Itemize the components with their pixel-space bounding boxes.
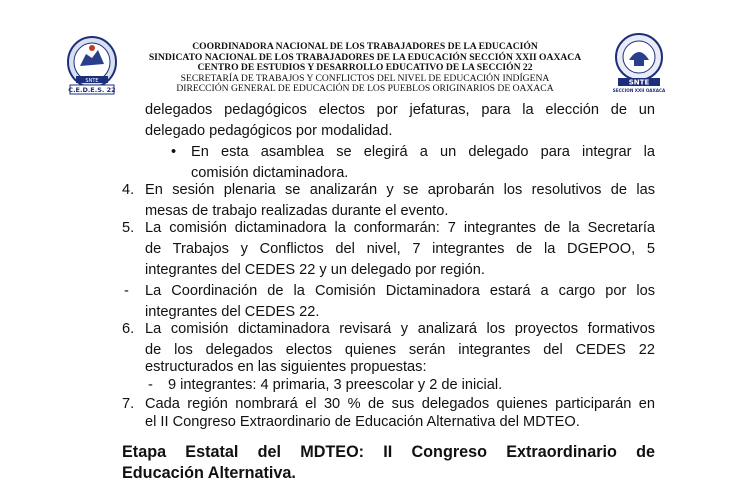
list-item-line: el II Congreso Extraordinario de Educación Alternativa del MDTEO.	[145, 414, 580, 430]
list-number: 6.	[122, 321, 135, 337]
section-heading: Etapa Estatal del MDTEO: II Congreso Extraordinario de	[122, 443, 655, 461]
list-number: 4.	[122, 182, 135, 198]
header-line-4: SECRETARÍA DE TRABAJOS Y CONFLICTOS DEL NIVEL DE EDUCACIÓN INDÍGENA	[180, 72, 550, 84]
logo-right-sub-text: SECCION XXII OAXACA	[612, 88, 666, 93]
list-item-line: En sesión plenaria se analizarán y se aprobarán los resolutivos de las	[145, 182, 655, 198]
list-number: 7.	[122, 396, 135, 412]
bullet-icon: •	[171, 144, 177, 160]
paragraph-line: delegado pedagógicos por modalidad.	[145, 123, 393, 139]
logo-right-text: SNTE	[628, 78, 650, 87]
list-item-line: La comisión dictaminadora revisará y analizará los proyectos formativos	[145, 321, 655, 337]
list-item-line: de los delegados electos quienes serán integrantes del CEDES 22	[145, 342, 655, 358]
header-institution-lines	[130, 42, 600, 95]
document-header	[0, 0, 741, 100]
cedes-logo-icon	[66, 36, 118, 96]
dash-item-line: integrantes del CEDES 22.	[145, 304, 320, 320]
paragraph-line: delegados pedagógicos electos por jefaturas, para la elección de un	[145, 102, 655, 118]
dash-marker: -	[124, 283, 129, 299]
bullet-line: En esta asamblea se elegirá a un delegado para integrar la	[191, 144, 655, 160]
list-item-line: de Trabajos y Conflictos del nivel, 7 integrantes de la DGEPOO, 5	[145, 241, 655, 257]
header-line-5: DIRECCIÓN GENERAL DE EDUCACIÓN DE LOS PUEBLOS ORIGINARIOS DE OAXACA	[176, 83, 554, 95]
header-line-3: CENTRO DE ESTUDIOS Y DESARROLLO EDUCATIVO DE LA SECCIÓN 22	[197, 62, 533, 74]
bullet-line: comisión dictaminadora.	[191, 165, 349, 181]
list-item-line: estructurados en las siguientes propuestas:	[145, 359, 427, 375]
list-item-line: mesas de trabajo realizadas durante el evento.	[145, 203, 449, 219]
list-item-line: integrantes del CEDES 22 y un delegado por región.	[145, 262, 485, 278]
snte-logo-icon	[610, 32, 668, 94]
header-line-2: SINDICATO NACIONAL DE LOS TRABAJADORES DE LA EDUCACIÓN SECCIÓN XXII OAXACA	[148, 51, 582, 63]
dash-marker: -	[148, 377, 153, 393]
list-item-line: La comisión dictaminadora la conformarán: 7 integrantes de la Secretaría	[145, 220, 655, 236]
dash-item-line: 9 integrantes: 4 primaria, 3 preescolar y 2 de inicial.	[168, 377, 503, 393]
dash-item-line: La Coordinación de la Comisión Dictaminadora estará a cargo por los	[145, 283, 655, 299]
logo-left-top-text: SNTE	[85, 78, 99, 84]
logo-left-text: C.E.D.E.S. 22	[68, 86, 116, 94]
list-item-line: Cada región nombrará el 30 % de sus delegados quienes participarán en	[145, 396, 655, 412]
header-line-1: COORDINADORA NACIONAL DE LOS TRABAJADORES DE LA EDUCACIÓN	[192, 41, 538, 52]
section-heading: Educación Alternativa.	[122, 464, 296, 482]
list-number: 5.	[122, 220, 135, 236]
